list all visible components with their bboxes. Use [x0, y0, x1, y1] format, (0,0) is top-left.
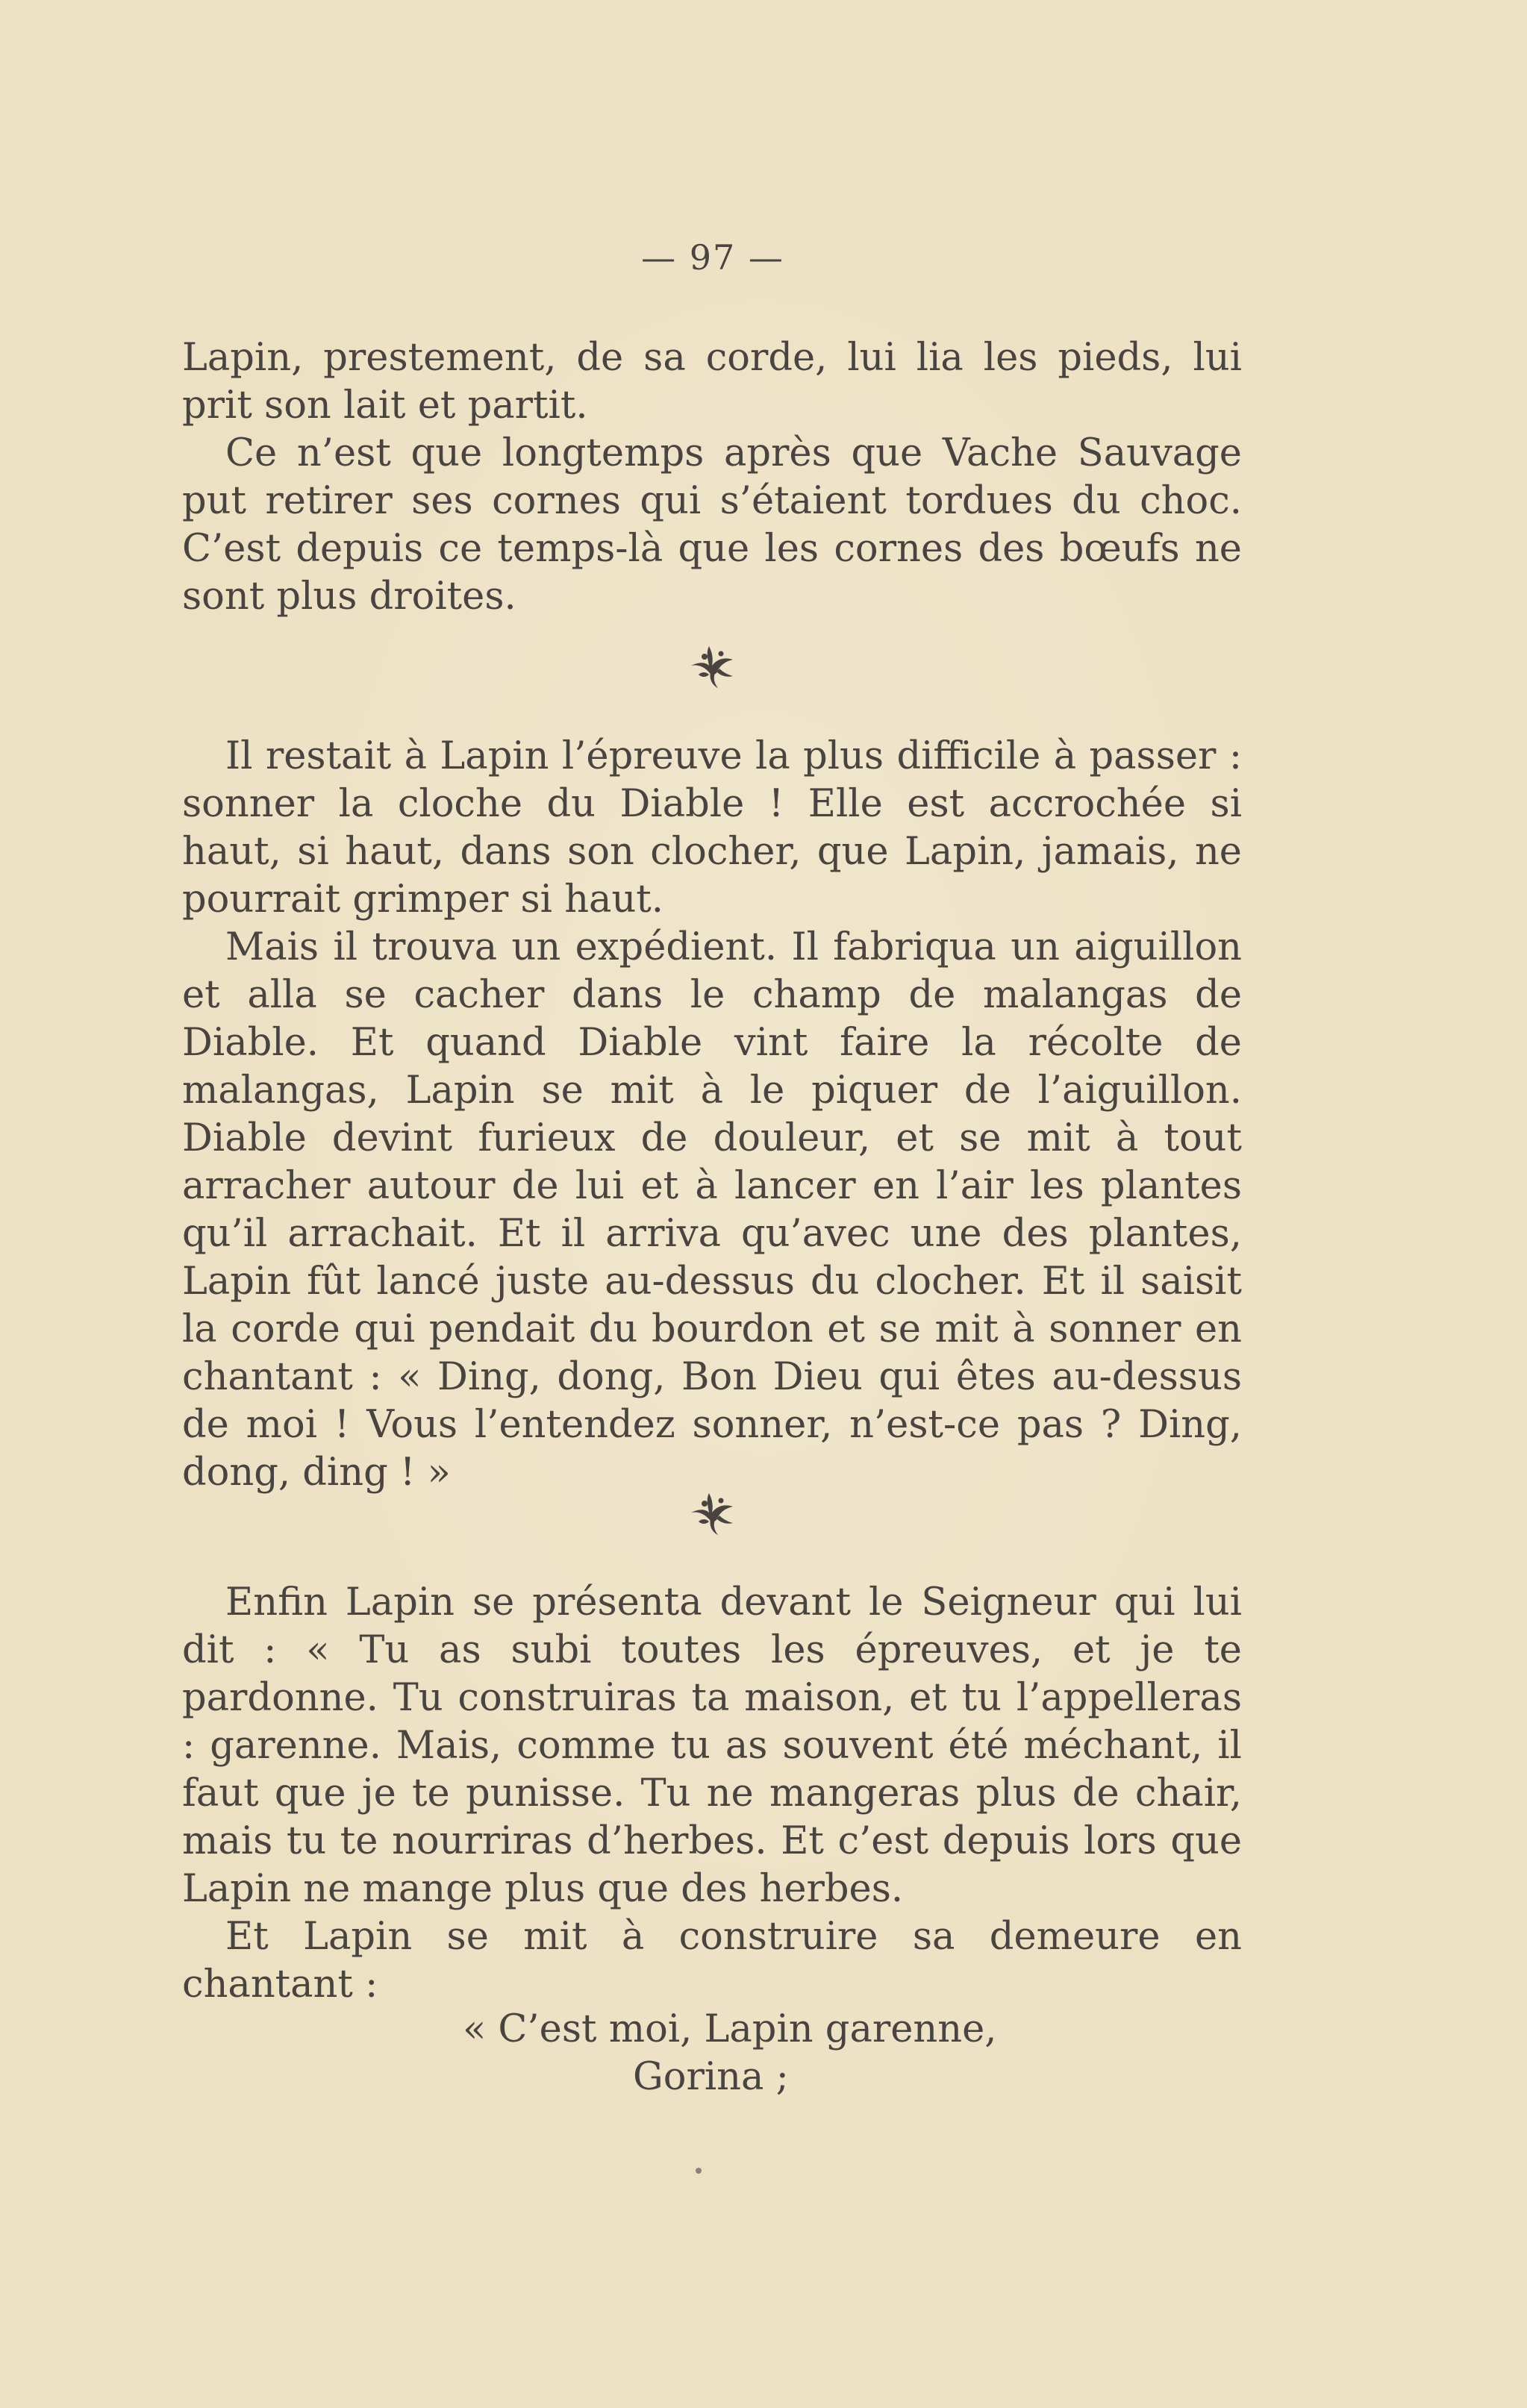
poem-line: « C’est moi, Lapin garenne, — [463, 2007, 997, 2051]
paragraph: Il restait à Lapin l’épreuve la plus difficile à passer : sonner la cloche du Diable ! Elle est accrochée si haut, si haut, dans son clocher, que Lapin, jamais, ne pourrait grimper si haut. — [182, 734, 1242, 922]
poem-line: Gorina ; — [633, 2055, 789, 2099]
page-number: — 97 — — [641, 237, 784, 278]
paragraph: Mais il trouva un expédient. Il fabriqua un aiguillon et alla se cacher dans le champ de malangas de Diable. Et quand Diable vint faire la récolte de malangas, Lapin se mit à le piquer de l’aiguillon. Diable devint furieux de douleur, et se mit à tout arracher autour de lui et à lancer en l’air les plantes qu’il arrachait. Et il arriva qu’avec une des plantes, Lapin fût lancé juste au-dessus du clocher. Et il saisit la corde qui pendait du bourdon et se mit à sonner en chantant : « Ding, dong, Bon Dieu qui êtes au-dessus de moi ! Vous l’entendez sonner, n’est-ce pas ? Ding, dong, ding ! » — [182, 925, 1242, 1495]
fleuron-icon — [684, 634, 743, 694]
paragraph: Ce n’est que longtemps après que Vache Sauvage put retirer ses cornes qui s’étaient tordues du choc. C’est depuis ce temps-là que les cornes des bœufs ne sont plus droites. — [182, 431, 1242, 619]
fleuron-icon — [684, 1481, 743, 1541]
paragraph: Lapin, prestement, de sa corde, lui lia les pieds, lui prit son lait et partit. — [182, 336, 1242, 428]
text-section-3 — [182, 1579, 1242, 2009]
paragraph: Enfin Lapin se présenta devant le Seigneur qui lui dit : « Tu as subi toutes les épreuves, et je te pardonne. Tu construiras ta maison, et tu l’appelleras : garenne. Mais, comme tu as souvent été méchant, il faut que je te punisse. Tu ne mangeras plus de chair, mais tu te nourriras d’herbes. Et c’est depuis lors que Lapin ne mange plus que des herbes. — [182, 1580, 1242, 1911]
text-section-2 — [182, 733, 1242, 1497]
text-section-1 — [182, 334, 1242, 621]
paragraph: Et Lapin se mit à construire sa demeure en chantant : — [182, 1915, 1242, 2007]
ink-speck — [696, 2168, 702, 2174]
